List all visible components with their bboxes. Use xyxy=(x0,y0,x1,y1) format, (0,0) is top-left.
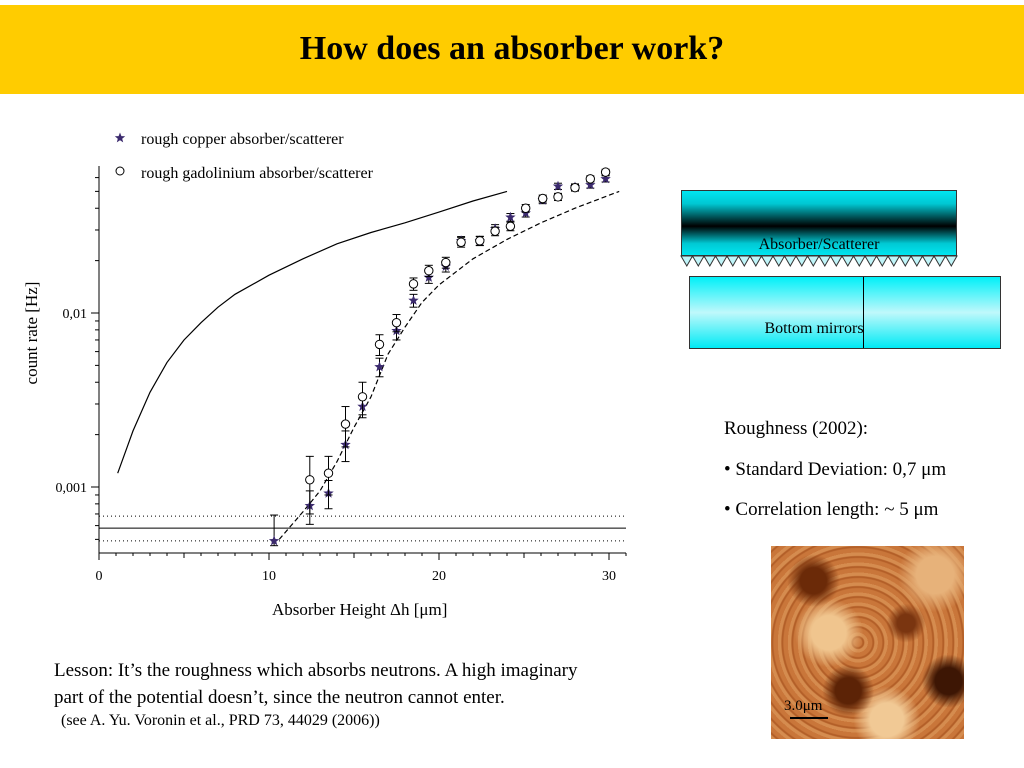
roughness-heading: Roughness (2002): xyxy=(724,418,869,439)
y-tick-label: 0,01 xyxy=(62,307,87,322)
bottom-mirrors-label: Bottom mirrors xyxy=(764,320,864,337)
x-tick-label: 10 xyxy=(262,569,276,584)
reference-text: (see A. Yu. Voronin et al., PRD 73, 44029 (2006)) xyxy=(61,712,380,729)
x-axis-label: Absorber Height Δh [μm] xyxy=(272,600,448,619)
lesson-text xyxy=(54,657,714,711)
x-tick-label: 20 xyxy=(432,569,446,584)
bottom-mirror-block xyxy=(689,276,1001,349)
lesson-line-2: part of the potential doesn’t, since the neutron cannot enter. xyxy=(54,687,505,708)
afm-scale-label: 3.0μm xyxy=(784,698,823,714)
roughness-std-dev: • Standard Deviation: 0,7 μm xyxy=(724,459,947,480)
absorber-label: Absorber/Scatterer xyxy=(758,236,880,253)
y-axis-label: count rate [Hz] xyxy=(22,281,41,385)
afm-scale-bar xyxy=(790,717,828,719)
roughness-corr-length: • Correlation length: ~ 5 μm xyxy=(724,499,939,520)
legend-label: rough gadolinium absorber/scatterer xyxy=(141,165,373,182)
legend-label: rough copper absorber/scatterer xyxy=(141,131,344,148)
lesson-line-1: Lesson: It’s the roughness which absorbs neutrons. A high imaginary xyxy=(54,660,578,681)
x-tick-label: 30 xyxy=(602,569,616,584)
slide-title: How does an absorber work? xyxy=(299,30,725,67)
x-tick-label: 0 xyxy=(95,569,103,584)
y-tick-label: 0,001 xyxy=(55,481,87,496)
